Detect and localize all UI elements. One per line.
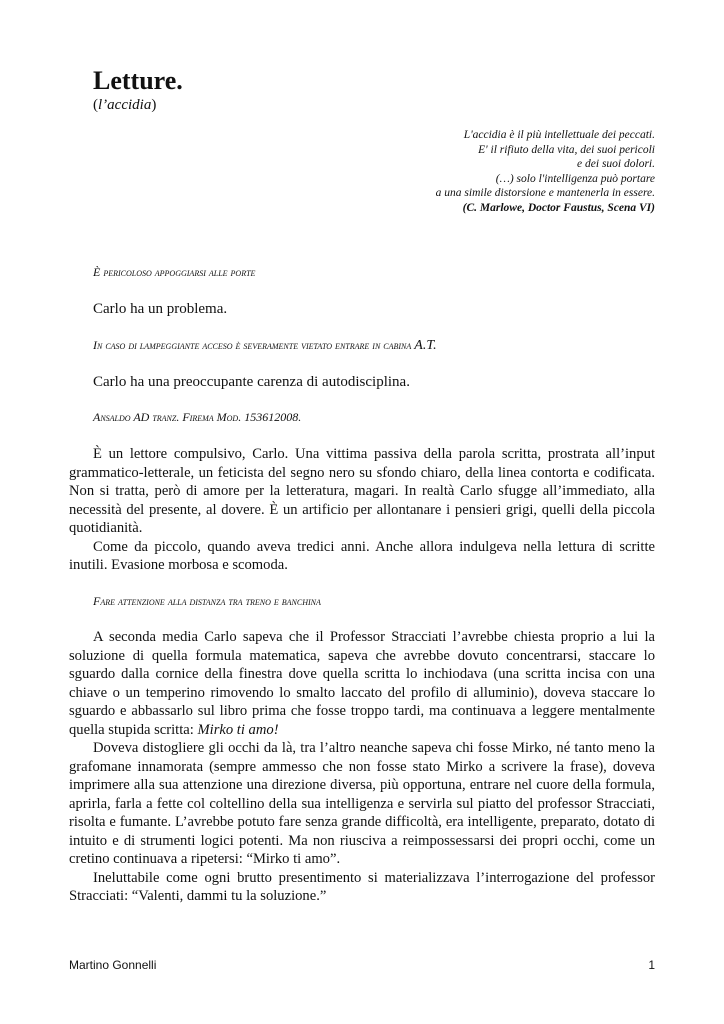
- epigraph-line: e dei suoi dolori.: [577, 158, 655, 171]
- footer-author: Martino Gonnelli: [69, 958, 157, 972]
- paragraph: Come da piccolo, quando aveva tredici anni. Anche allora indulgeva nella lettura di scritte inutili. Evasione morbosa e scomoda.: [69, 538, 655, 573]
- text-line-autodiscipline: Carlo ha una preoccupante carenza di autodisciplina.: [93, 374, 410, 390]
- epigraph-line: a una simile distorsione e mantenerla in essere.: [435, 187, 655, 200]
- paragraph-italic-quote: Mirko ti amo!: [197, 721, 279, 738]
- sign-text-cabin: [93, 338, 437, 354]
- epigraph-source: (C. Marlowe, Doctor Faustus, Scena VI): [462, 201, 655, 214]
- page-title: Letture.: [93, 66, 183, 95]
- footer-page-number: 1: [648, 958, 655, 972]
- paragraph-text: A seconda media Carlo sapeva che il Professor Stracciati l’avrebbe chiesta proprio a lui la soluzione di quella formula matematica, sapeva che avrebbe dovuto concentrarsi, staccare lo sguardo dalla cornice della finestra dove quella scritta lo inchiodava (una scritta incisa con una chiave o un temperino rimovendo lo smalto laccato del profilo di alluminio), doveva staccare lo sguardo e abbassarlo sul libro prima che fosse troppo tardi, ma continuava a leggere mentalmente quella stupida scritta:: [69, 629, 655, 738]
- epigraph-line: L'accidia è il più intellettuale dei peccati.: [463, 129, 655, 141]
- epigraph-line: E' il rifiuto della vita, dei suoi pericoli: [478, 143, 655, 156]
- sign-text-cabin-tail: A.T.: [414, 338, 437, 353]
- sign-text-ansaldo: Ansaldo AD tranz. Firema Mod. 153612008.: [93, 410, 302, 424]
- subtitle-open-paren: (: [93, 97, 98, 113]
- subtitle-close-paren: ): [151, 97, 157, 113]
- paragraph-block-1: [69, 445, 655, 575]
- sign-text-cabin-main: In caso di lampeggiante acceso è severamente vietato entrare in cabina: [93, 338, 412, 352]
- subtitle-italic: l’accidia: [98, 97, 152, 113]
- page-subtitle: [93, 97, 156, 114]
- text-line-problem: Carlo ha un problema.: [93, 301, 228, 317]
- paragraph: È un lettore compulsivo, Carlo. Una vittima passiva della parola scritta, prostrata all’input grammatico-letterale, un feticista del segno nero su sfondo chiaro, della linea contorta e codificata. Non si tratta, però di amore per la letteratura, magari. In realtà Carlo sfugge all’immediato, alla necessità del presente, al dovere. È un artificio per allontanare i pensieri grigi, quelli della piccola quotidianità.: [69, 446, 655, 536]
- paragraph: [69, 628, 655, 739]
- paragraph: Doveva distogliere gli occhi da là, tra l’altro neanche sapeva chi fosse Mirko, né tanto meno la grafomane innamorata (sempre ammesso che non fosse stato Mirko a scrivere la frase), doveva imprimere alla sua attenzione una direzione diversa, più opportuna, entrare nel cuore della formula, aprirla, farla a fette col coltellino della sua intelligenza e servirla sul piatto del professor Stracciati, risolta e fumante. L’avrebbe potuto fare senza grande difficoltà, era intelligente, preparato, dotato di intuito e di strumenti logici potenti. Ma non riusciva a reimpossessarsi dei propri occhi, come un cretino continuava a ripetersi: “Mirko ti amo”.: [69, 740, 655, 867]
- sign-text-platform: Fare attenzione alla distanza tra treno e banchina: [93, 594, 321, 608]
- sign-text-doors: È pericoloso appoggiarsi alle porte: [93, 265, 256, 279]
- paragraph-block-2: [69, 628, 655, 906]
- epigraph: [295, 128, 655, 216]
- paragraph: Ineluttabile come ogni brutto presentimento si materializzava l’interrogazione del professor Stracciati: “Valenti, dammi tu la soluzione.”: [69, 869, 655, 904]
- epigraph-line: (…) solo l'intelligenza può portare: [495, 172, 655, 185]
